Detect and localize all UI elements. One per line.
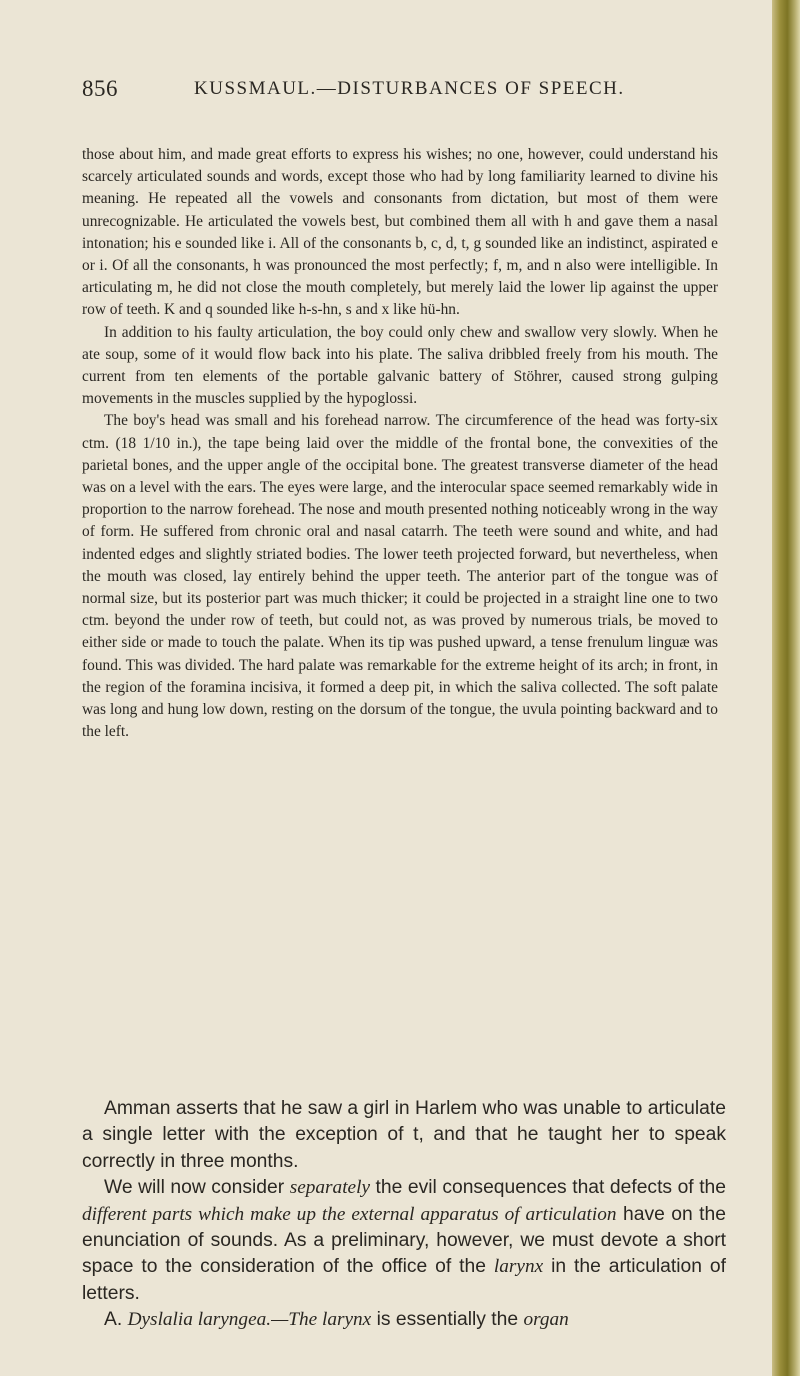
italic-run: separately (289, 1177, 371, 1199)
page-header (82, 76, 702, 106)
italic-run: Dyslalia laryngea.—The larynx (127, 1309, 372, 1331)
text-run: is essentially the (371, 1309, 524, 1331)
paragraph-consider (82, 1175, 726, 1307)
page-number: 856 (82, 76, 118, 101)
text-run: A. (104, 1309, 128, 1331)
paragraph-head-description: The boy's head was small and his forehead narrow. The circumference of the head was forty-six ctm. (18 1/10 in.), the tape being laid over the middle of the frontal bone, the convexities of the parietal bones, and the upper angle of the occipital bone. The greatest transverse diameter of the head was on a level with the ears. The eyes were large, and the interocular space seemed remarkably wide in proportion to the narrow forehead. The nose and mouth presented nothing noticeably wrong in the way of form. He suffered from chronic oral and nasal catarrh. The teeth were sound and white, and had indented edges and slightly striated bodies. The lower teeth projected forward, but nevertheless, when the mouth was closed, lay entirely behind the upper teeth. The anterior part of the tongue was of normal size, but its posterior part was much thicker; it could be projected in a straight line one to two ctm. beyond the under row of teeth, but could not, as was proved by numerous trials, be moved to either side or made to touch the palate. When its tip was pushed upward, a tense frenulum linguæ was found. This was divided. The hard palate was remarkable for the extreme height of its arch; in front, in the region of the foramina incisiva, it formed a deep pit, in which the saliva collected. The soft palate was long and hung low down, resting on the dorsum of the tongue, the uvula pointing backward and to the left. (82, 412, 718, 741)
body-text (82, 144, 718, 743)
text-run: the evil consequences that defects of the (370, 1177, 726, 1199)
running-head: KUSSMAUL.—DISTURBANCES OF SPEECH. (194, 78, 625, 99)
large-print-section (82, 1096, 726, 1334)
italic-run: different parts which make up the external apparatus of articulation (82, 1203, 617, 1225)
text-run: in the articulation of letters. (82, 1256, 727, 1304)
text-run: have on the enunciation of sounds. As a preliminary, however, we must devote a short space to the consideration of the office of the (82, 1203, 726, 1278)
text-run: We will now consider (104, 1177, 290, 1199)
paragraph-continuation: those about him, and made great efforts to express his wishes; no one, however, could understand his scarcely articulated sounds and words, except those who had by long familiarity learned to divine his meaning. He repeated all the vowels and consonants from dictation, but most of them were unrecognizable. He articulated the vowels best, but combined them all with h and gave them a nasal intonation; his e sounded like i. All of the consonants b, c, d, t, g sounded like an indistinct, aspirated e or i. Of all the consonants, h was pronounced the most perfectly; f, m, and n also were intelligible. In articulating m, he did not close the mouth completely, but merely laid the lower lip against the upper row of teeth. K and q sounded like h-s-hn, s and x like hü-hn. (82, 146, 718, 319)
paragraph-dyslalia (82, 1307, 726, 1333)
paragraph-swallowing: In addition to his faulty articulation, the boy could only chew and swallow very slowly. When he ate soup, some of it would flow back into his plate. The saliva dribbled freely from his mouth. The current from ten elements of the portable galvanic battery of Stöhrer, caused strong gulping movements in the muscles supplied by the hypoglossi. (82, 323, 718, 408)
page-edge-binding (772, 0, 800, 1376)
italic-run: larynx (493, 1256, 544, 1278)
paragraph-amman: Amman asserts that he saw a girl in Harlem who was unable to articulate a single letter with the exception of t, and that he taught her to speak correctly in three months. (82, 1098, 726, 1172)
italic-run: organ (523, 1309, 569, 1331)
